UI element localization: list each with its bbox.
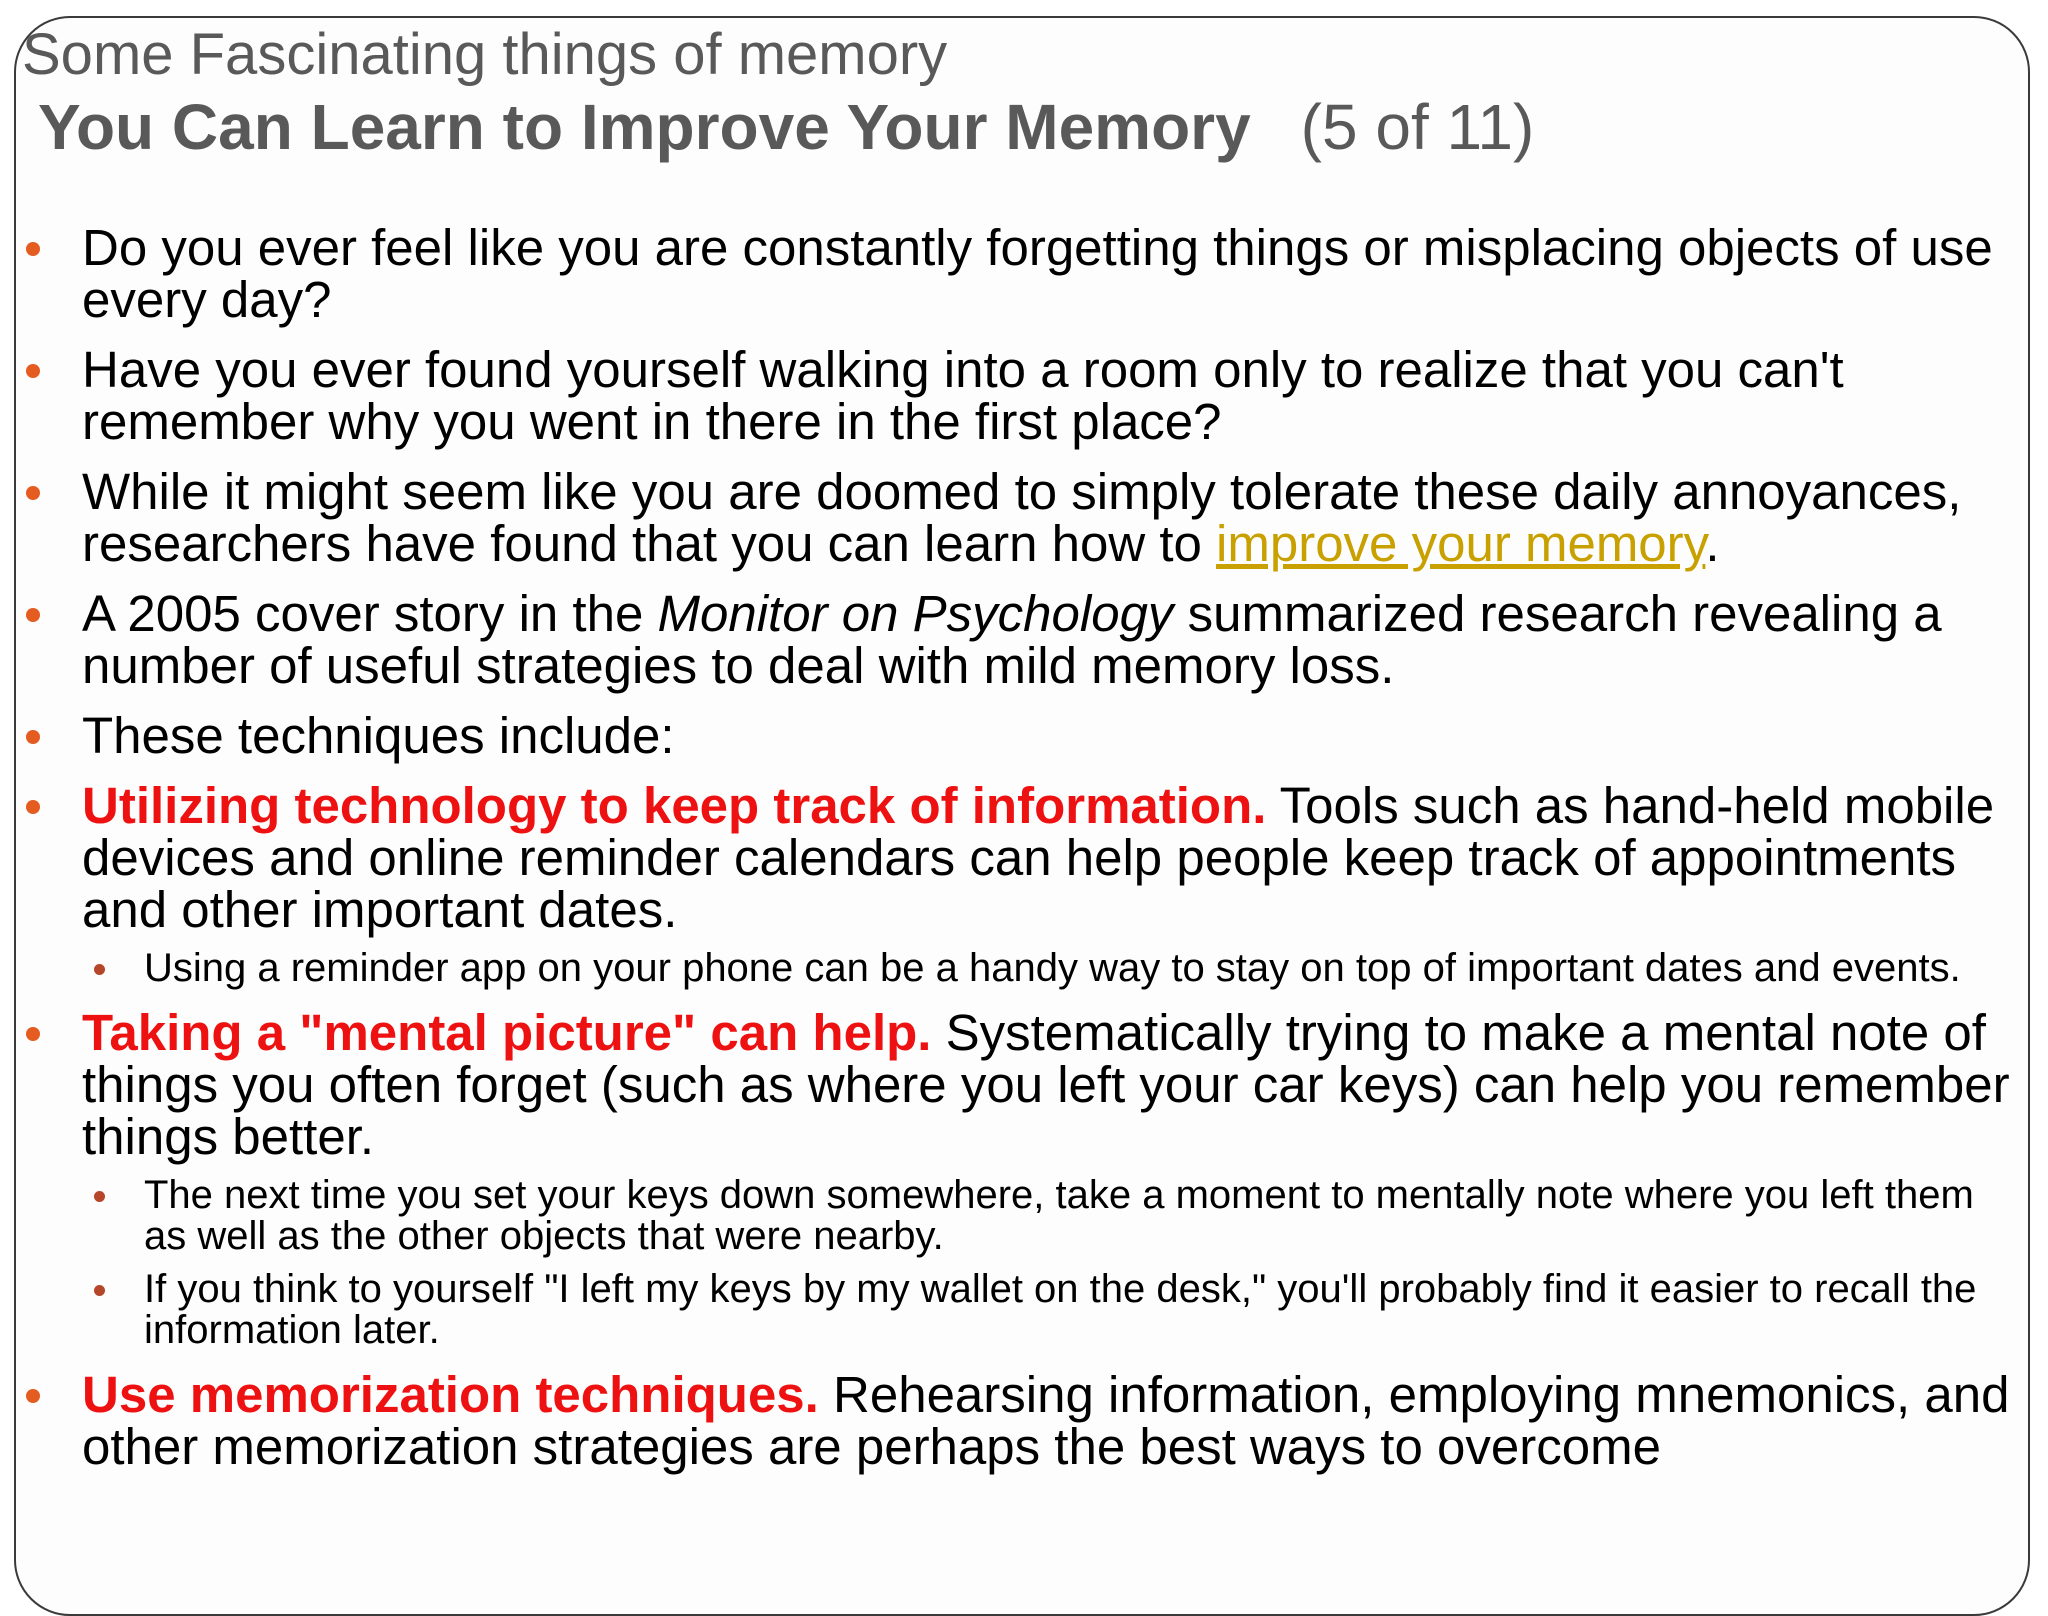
publication-title: Monitor on Psychology: [657, 585, 1174, 642]
bullet-icon: [26, 1027, 40, 1041]
technique-heading: Use memorization techniques.: [82, 1366, 819, 1423]
bullet-list: [0, 219, 2040, 1475]
technique-heading: Taking a "mental picture" can help.: [82, 1004, 932, 1061]
sub-bullet-text: The next time you set your keys down somewhere, take a moment to mentally note where you left them as well as the other objects that were nearby.: [144, 1173, 1974, 1258]
bullet-icon: [26, 242, 40, 256]
bullet-item-memorization: [0, 1366, 2040, 1475]
slide-subtitle: [22, 90, 2002, 166]
sub-bullet-icon: [94, 964, 105, 975]
bullet-item-technology: [0, 777, 2040, 990]
sub-bullet-text: If you think to yourself "I left my keys by my wallet on the desk," you'll probably find it easier to recall the information later.: [144, 1267, 1977, 1352]
bullet-item-walking-room: [0, 341, 2040, 450]
sub-bullet-item: [82, 948, 2020, 989]
bullet-text-end: summarized research revealing a number of useful strategies to deal with mild memory loss.: [82, 585, 1942, 694]
bullet-icon: [26, 486, 40, 500]
bullet-text: Rehearsing information, employing mnemonics, and other memorization strategies are perhaps the best ways to overcome: [82, 1366, 2010, 1475]
bullet-icon: [26, 608, 40, 622]
bullet-text-end: .: [1705, 515, 1720, 572]
sub-bullet-list: [82, 948, 2020, 989]
bullet-text: A 2005 cover story in the: [82, 585, 658, 642]
sub-bullet-item: [82, 1175, 2020, 1257]
bullet-item-forgetting: [0, 219, 2040, 328]
bullet-icon: [26, 800, 40, 814]
bullet-item-techniques: [0, 707, 2040, 764]
bullet-text: Do you ever feel like you are constantly forgetting things or misplacing objects of use every day?: [82, 219, 1993, 328]
slide-count: (5 of 11): [1300, 90, 1535, 163]
sub-bullet-item: [82, 1269, 2020, 1351]
bullet-item-doomed: [0, 463, 2040, 572]
sub-bullet-icon: [94, 1191, 105, 1202]
bullet-icon: [26, 364, 40, 378]
bullet-text: Tools such as hand-held mobile devices and online reminder calendars can help people keep track of appointments and other important dates.: [82, 777, 1995, 938]
bullet-text: Have you ever found yourself walking into a room only to realize that you can't remember why you went in there in the first place?: [82, 341, 1844, 450]
improve-memory-link[interactable]: improve your memory: [1216, 515, 1706, 572]
bullet-text: These techniques include:: [82, 707, 675, 764]
bullet-text: While it might seem like you are doomed to simply tolerate these daily annoyances, researchers have found that you can learn how to: [82, 463, 1962, 572]
sub-bullet-list: [82, 1175, 2020, 1351]
bullet-item-monitor: [0, 585, 2040, 694]
sub-bullet-icon: [94, 1285, 105, 1296]
bullet-icon: [26, 730, 40, 744]
bullet-icon: [26, 1389, 40, 1403]
bullet-item-mental-picture: [0, 1004, 2040, 1352]
slide-title-line1: Some Fascinating things of memory: [22, 22, 948, 87]
subtitle-text: You Can Learn to Improve Your Memory: [38, 90, 1251, 163]
bullet-text: Systematically trying to make a mental note of things you often forget (such as where you left your car keys) can help you remember things better.: [82, 1004, 2010, 1165]
sub-bullet-text: Using a reminder app on your phone can be a handy way to stay on top of important dates and events.: [144, 946, 1961, 990]
slide-content: [0, 219, 2040, 1491]
technique-heading: Utilizing technology to keep track of information.: [82, 777, 1267, 834]
slide-title: [22, 20, 2002, 165]
